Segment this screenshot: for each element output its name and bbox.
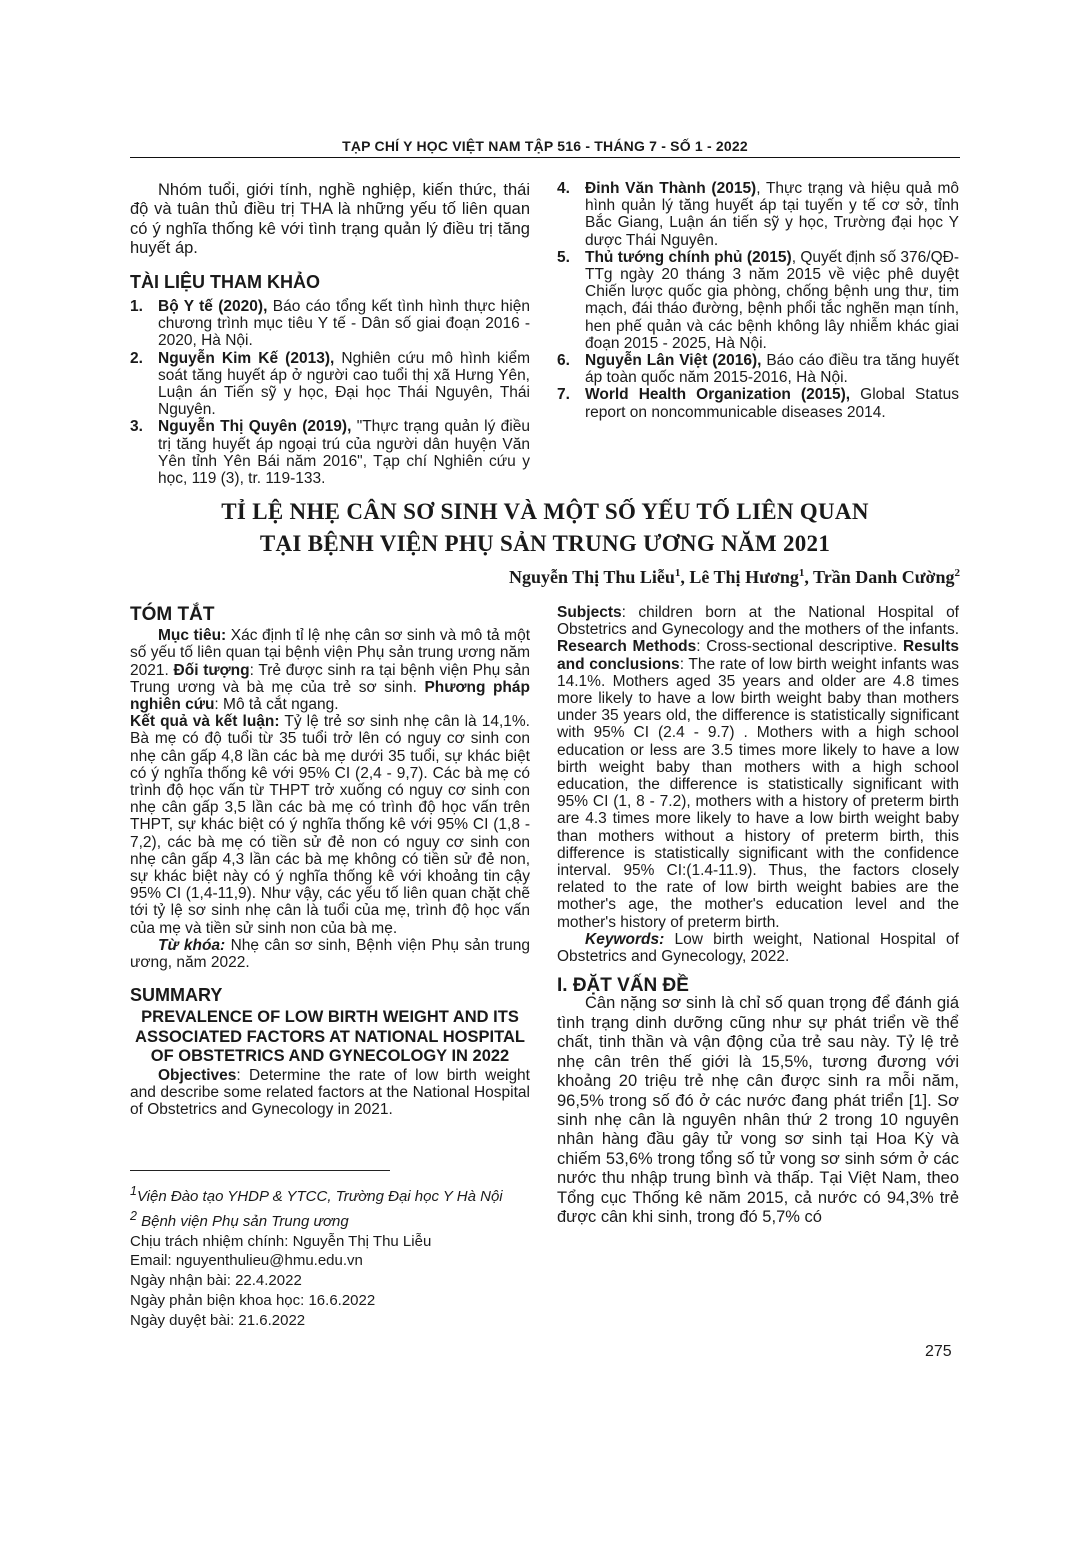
text-subjects: : children born at the National Hospital of Obstetrics and Gynecology and the mothers of the infants. — [557, 604, 959, 639]
summary-keywords — [557, 931, 959, 965]
ref-num: 1. — [130, 298, 143, 315]
footnotes — [130, 1182, 550, 1331]
section1-heading: I. ĐẶT VẤN ĐỀ — [557, 975, 689, 997]
ref-author: Thủ tướng chính phủ (2015) — [585, 248, 792, 266]
ref-item — [557, 352, 959, 386]
ref-text: Nghiên cứu mô hình kiểm soát tăng huyết áp ở người cao tuổi thị xã Hưng Yên, Luận án Tiến sỹ y học, Đại học Thái Nguyên, Thái Nguyên. — [158, 349, 530, 419]
text-objectives: : Determine the rate of low birth weight and describe some related factors at the National Hospital of Obstetrics and Gynecology in 2021. — [130, 1066, 530, 1119]
text-ket-qua: Tỷ lệ trẻ sơ sinh nhẹ cân là 14,1%. Bà mẹ có độ tuổi từ 35 tuổi trở lên có nguy cơ sinh con nhẹ cân gấp 4,8 lần các bà mẹ dưới 35 tuổi, sự khác biệt có ý nghĩa thống kê với 95% CI (2,4 - 9,7). Các bà mẹ có trình độ học vấn từ THPT trở xuống có nguy cơ sinh con nhẹ cân gấp 3,5 lần các bà mẹ có trình độ học vấn trên THPT, sự khác biệt có ý nghĩa thống kê với 95% CI (1,8 - 7,2), các bà mẹ có tiền sử đẻ non có nguy cơ sinh con nhẹ cân gấp 4,3 lần các bà mẹ không có tiền sử đẻ non, sự khác biệt này có ý nghĩa thống kê với khoảng tin cậy 95% CI (1,4-11,9). Như vậy, các yếu tố liên quan chặt chẽ tới tỷ lệ sơ sinh nhẹ cân là tuổi của mẹ, trình độ học vấn của mẹ và tiền sử sinh non của bà mẹ. — [130, 713, 530, 937]
abstract-right-column — [557, 604, 959, 1227]
footnote-accepted: Ngày duyệt bài: 21.6.2022 — [130, 1311, 306, 1329]
label-muc-tieu: Mục tiêu: — [158, 627, 227, 645]
footnote-email: Email: nguyenthulieu@hmu.edu.vn — [130, 1252, 363, 1270]
author-separator: , — [804, 567, 814, 587]
ref-text: Global Status report on noncommunicable diseases 2014. — [585, 386, 959, 421]
page-number: 275 — [925, 1343, 952, 1360]
footnote-aff-text: Bệnh viện Phụ sản Trung ương — [136, 1212, 349, 1230]
ref-num: 2. — [130, 349, 143, 367]
ref-num: 5. — [557, 248, 570, 266]
label-phuong-phap: Phương pháp nghiên cứu — [130, 678, 530, 714]
label-ket-qua: Kết quả và kết luận: — [130, 713, 280, 731]
article-title-line2: TẠI BỆNH VIỆN PHỤ SẢN TRUNG ƯƠNG NĂM 2021 — [259, 531, 831, 556]
ref-text: , Quyết định số 376/QĐ-TTg ngày 20 tháng 3 năm 2015 về việc phê duyệt Chiến lược quốc gia phòng, chống bệnh ung thư, tim mạch, đái tháo đường, bệnh phổi tắc nghẽn mạn tính, hen phế quản và các bệnh không lây nhiễm khác giai đoạn 2015 - 2025, Hà Nội. — [585, 248, 959, 352]
summary-para-start — [130, 1067, 530, 1119]
footnote-sup: 1 — [130, 1184, 137, 1198]
text-keywords: Low birth weight, National Hospital of Obstetrics and Gynecology, 2022. — [557, 930, 959, 966]
footnote-rule — [130, 1170, 390, 1171]
article-title-line1: TỈ LỆ NHẸ CÂN SƠ SINH VÀ MỘT SỐ YẾU TỐ LIÊN QUAN — [221, 499, 869, 524]
text-phuong-phap: : Mô tả cắt ngang. — [214, 696, 339, 714]
ref-item — [130, 350, 530, 419]
label-research-methods: Research Methods — [557, 638, 697, 656]
ref-item — [130, 298, 530, 350]
footnote-aff-text: Viện Đào tạo YHDP & YTCC, Trường Đại học Y Hà Nội — [136, 1188, 503, 1205]
summary-title: PREVALENCE OF LOW BIRTH WEIGHT AND ITS ASSOCIATED FACTORS AT NATIONAL HOSPITAL OF OBSTETRICS AND GYNECOLOGY IN 2022 — [135, 1008, 525, 1066]
tomtat-results — [130, 713, 530, 937]
footnote-received: Ngày nhận bài: 22.4.2022 — [130, 1272, 302, 1290]
refs-heading: TÀI LIỆU THAM KHẢO — [130, 271, 320, 292]
article-authors — [509, 567, 960, 588]
summary-continued — [557, 604, 959, 931]
section1-text: Cân nặng sơ sinh là chỉ số quan trọng để đánh giá tình trạng dinh dưỡng cũng như sự phát triển về thể chất, tinh thần và vận động của trẻ sau này. Tỷ lệ trẻ nhẹ cân trên thế giới là 15,5%, tương đương với khoảng 20 triệu trẻ nhẹ cân được sinh ra mỗi năm, 96,5% trong số đó ở các nước đang phát triển [1]. Sơ sinh nhẹ cân là nguyên nhân thứ 2 trong 10 nguyên nhân hàng đầu gây tử vong sơ sinh tại Hoa Kỳ và chiếm 53,6% trong tổng số tử vong sơ sinh sớm ở các nước thu nhập trung bình và thấp. Tại Việt Nam, theo Tổng cục Thống kê năm 2015, cả nước có 94,3% trẻ được cân khi sinh, trong đó 5,7% có — [557, 994, 959, 1226]
footnote-sup: 2 — [130, 1208, 137, 1223]
footnote-affiliation-2 — [130, 1207, 550, 1232]
text-research-methods: : Cross-sectional descriptive. — [696, 638, 903, 656]
author-name: Trần Danh Cường — [813, 567, 955, 587]
label-objectives: Objectives — [158, 1066, 237, 1084]
label-results: Results and conclusions — [557, 638, 959, 673]
journal-header: TẠP CHÍ Y HỌC VIỆT NAM TẬP 516 - THÁNG 7 - SỐ 1 - 2022 — [342, 138, 748, 154]
ref-num: 3. — [130, 418, 143, 436]
ref-item — [557, 180, 959, 249]
header-rule — [130, 157, 960, 158]
label-tu-khoa: Từ khóa: — [158, 936, 226, 954]
ref-item — [557, 249, 959, 352]
footnote-affiliation-1 — [130, 1182, 550, 1207]
label-subjects: Subjects — [557, 604, 622, 621]
ref-num: 6. — [557, 352, 570, 370]
author-affil: 2 — [954, 567, 960, 579]
text-doi-tuong: : Trẻ được sinh ra tại bệnh viện Phụ sản Trung ương và bà mẹ của trẻ sơ sinh. — [130, 661, 530, 696]
summary-heading: SUMMARY — [130, 985, 223, 1006]
author-name: Lê Thị Hương — [689, 567, 799, 587]
refs-list-left — [130, 298, 530, 487]
text-tu-khoa: Nhẹ cân sơ sinh, Bệnh viện Phụ sản trung ương, năm 2022. — [130, 936, 530, 972]
author-affil: 1 — [674, 567, 681, 579]
tomtat-paragraph — [130, 627, 530, 713]
ref-item — [557, 386, 959, 420]
author-separator: , — [680, 567, 690, 587]
ref-text: "Thực trạng quản lý điều trị tăng huyết áp ngoại trú của người dân huyện Văn Yên tỉnh Yên Bái năm 2016", Tạp chí Nghiên cứu y học, 119 (3), tr. 119-133. — [158, 418, 530, 488]
prev-left-column — [130, 181, 530, 292]
ref-author: Nguyễn Kim Kế (2013), — [158, 349, 335, 367]
ref-text: Báo cáo tổng kết tình hình thực hiện chương trình mục tiêu Y tế - Dân số giai đoạn 2016 - 2020, Hà Nội. — [158, 298, 530, 350]
text-muc-tieu: Xác định tỉ lệ nhẹ cân sơ sinh và mô tả một số yếu tố liên quan tại bệnh viện Phụ sản trung ương năm 2021. — [130, 627, 531, 679]
ref-author: World Health Organization (2015), — [585, 386, 851, 404]
label-keywords: Keywords: — [585, 930, 665, 948]
author-affil: 1 — [798, 567, 805, 579]
ref-author: Nguyễn Lân Việt (2016), — [585, 352, 762, 370]
label-doi-tuong: Đối tượng — [173, 661, 250, 679]
ref-author: Bộ Y tế (2020), — [158, 298, 268, 315]
ref-num: 7. — [557, 386, 570, 404]
refs-list-right — [557, 180, 959, 421]
tomtat-heading: TÓM TẮT — [130, 604, 215, 625]
ref-item — [130, 418, 530, 487]
abstract-left-column — [130, 606, 530, 1119]
ref-author: Nguyễn Thị Quyên (2019), — [158, 418, 352, 436]
footnote-corresponding: Chịu trách nhiệm chính: Nguyễn Thị Thu Liễu — [130, 1232, 432, 1250]
ref-text: Báo cáo điều tra tăng huyết áp toàn quốc năm 2015-2016, Hà Nội. — [585, 352, 959, 387]
ref-author: Đinh Văn Thành (2015) — [585, 180, 757, 197]
prev-conclusion: Nhóm tuổi, giới tính, nghề nghiệp, kiến thức, thái độ và tuân thủ điều trị THA là những yếu tố liên quan có ý nghĩa thống kê với tình trạng quản lý điều trị tăng huyết áp. — [130, 181, 530, 258]
footnote-reviewed: Ngày phản biện khoa học: 16.6.2022 — [130, 1291, 376, 1309]
ref-text: , Thực trạng và hiệu quả mô hình quản lý tăng huyết áp tại tuyến y tế cơ sở, tỉnh Bắc Giang, Luận án tiến sỹ y học, Trường đại học Y dược Thái Nguyên. — [585, 180, 959, 249]
text-results: : The rate of low birth weight infants was 14.1%. Mothers aged 35 years and older are 4.8 times more likely to have a low birth weight baby than mothers under 35 years old, the difference is statistically significant with 95% CI (2.4 - 9.7) . Mothers with a high school education or less are 3.5 times more likely to have a low birth weight baby than mothers with a high school education, the difference is statistically significant with 95% CI (1, 8 - 7.2), mothers with a history of preterm birth are 4.3 times more likely to have a low birth weight baby than mothers without a history of preterm birth, this difference is statistically significant with the confidence interval. 95% CI:(1.4-11.9). Thus, the factors closely related to the rate of low birth weight babies are the mother's age, the mother's education level and the mother's history of preterm birth. — [557, 655, 959, 931]
tomtat-keywords — [130, 937, 530, 971]
author-name: Nguyễn Thị Thu Liễu — [508, 567, 675, 587]
ref-num: 4. — [557, 180, 570, 197]
